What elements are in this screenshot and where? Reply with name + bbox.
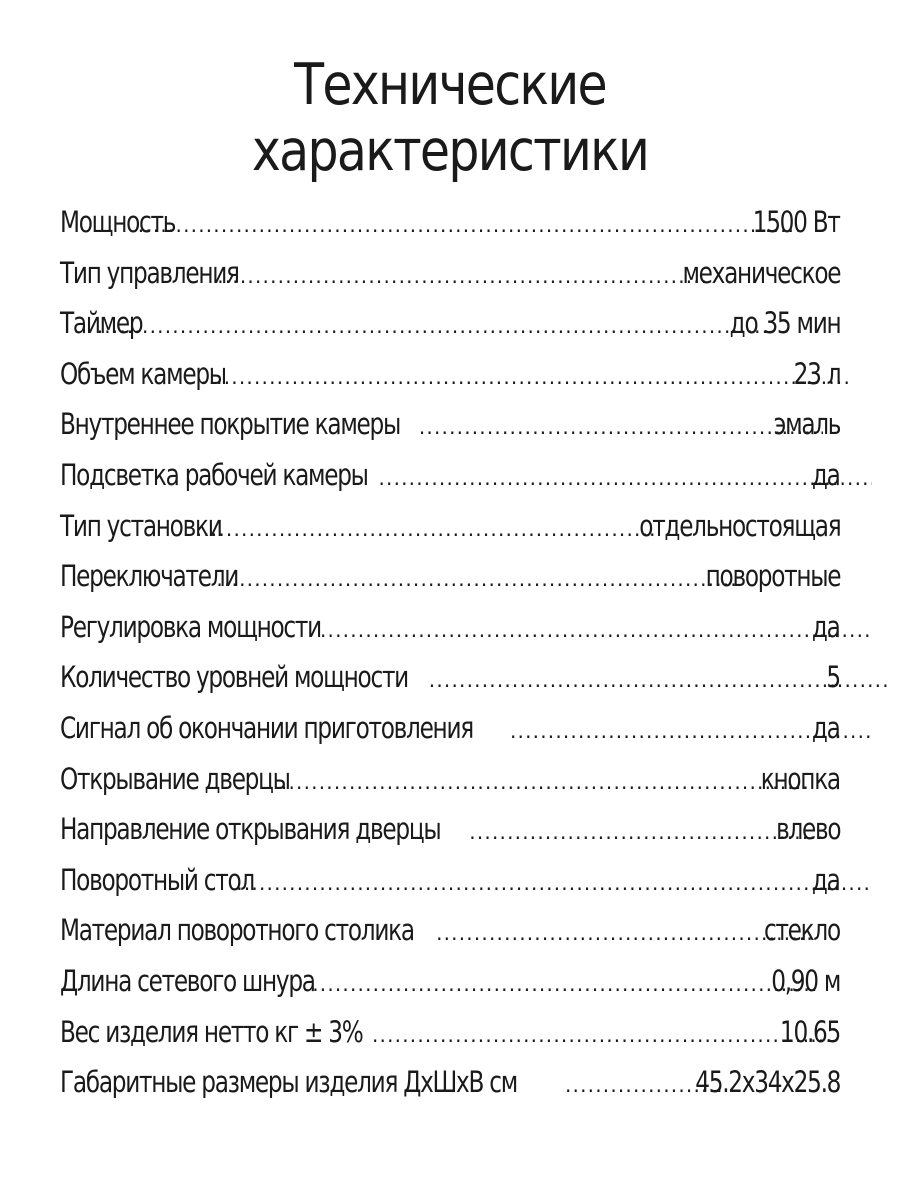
spec-label: Мощность: [60, 205, 176, 239]
spec-value: 5: [826, 660, 840, 695]
dot-leader: [201, 365, 848, 389]
page-title: [63, 52, 837, 184]
spec-value: да: [812, 457, 840, 492]
spec-row-dimensions: [60, 1065, 840, 1116]
spec-label: Габаритные размеры изделия ДхШхВ см: [60, 1065, 517, 1100]
spec-label: Переключатели: [60, 559, 239, 594]
spec-label: Поворотный стол: [60, 862, 254, 897]
spec-row-turntable: [60, 863, 840, 914]
spec-label: Тип установки: [60, 508, 222, 543]
spec-row-capacity: [60, 357, 840, 408]
dot-leader: [138, 213, 798, 237]
title-line-1: Технические: [294, 52, 606, 118]
spec-row-installation-type: [60, 509, 840, 560]
spec-label: Регулировка мощности: [60, 609, 321, 644]
spec-row-door-direction: [60, 812, 840, 863]
spec-list: [60, 205, 840, 1116]
dot-leader: [281, 770, 807, 794]
spec-label: Внутреннее покрытие камеры: [60, 407, 401, 442]
spec-value: отдельностоящая: [638, 508, 840, 543]
spec-value: 10.65: [779, 1014, 840, 1049]
spec-value: кнопка: [760, 761, 840, 796]
spec-value: 1500 Вт: [753, 205, 840, 239]
spec-label: Объем камеры: [60, 356, 226, 391]
dot-leader: [429, 668, 890, 692]
spec-label: Длина сетевого шнура: [60, 963, 315, 998]
dot-leader: [236, 871, 871, 895]
spec-row-power-levels: [60, 660, 840, 711]
dot-leader: [320, 618, 872, 642]
dot-leader: [216, 567, 738, 591]
dot-leader: [312, 972, 820, 996]
spec-row-interior-light: [60, 458, 840, 509]
spec-row-control-type: [60, 256, 840, 307]
dot-leader: [97, 314, 768, 338]
spec-value: до 35 мин: [729, 306, 840, 341]
dot-leader: [378, 466, 871, 490]
spec-value: механическое: [682, 255, 840, 290]
spec-value: да: [812, 609, 840, 644]
spec-row-cord-length: [60, 964, 840, 1015]
dot-leader: [469, 820, 826, 844]
spec-value: поворотные: [705, 559, 840, 594]
spec-label: Сигнал об окончании приготовления: [60, 710, 473, 745]
spec-row-end-signal: [60, 711, 840, 762]
spec-row-timer: [60, 306, 840, 357]
dot-leader: [419, 415, 823, 439]
spec-value: 23 л: [793, 356, 840, 391]
title-line-2: характеристики: [251, 118, 649, 184]
spec-label: Вес изделия нетто кг ± 3%: [60, 1014, 363, 1049]
spec-value: 0,90 м: [771, 963, 840, 998]
spec-row-switches: [60, 559, 840, 610]
spec-value: да: [812, 710, 840, 745]
spec-value: да: [812, 862, 840, 897]
spec-row-power-adjustment: [60, 610, 840, 661]
dot-leader: [217, 264, 709, 288]
spec-label: Открывание дверцы: [60, 761, 290, 796]
spec-row-door-opening: [60, 762, 840, 813]
spec-label: Таймер: [60, 306, 143, 341]
spec-label: Тип управления: [60, 255, 239, 290]
spec-label: Материал поворотного столика: [60, 913, 414, 948]
spec-label: Подсветка рабочей камеры: [60, 457, 368, 492]
spec-value: влево: [775, 812, 840, 847]
dot-leader: [372, 1023, 831, 1047]
dot-leader: [436, 921, 811, 945]
spec-row-turntable-material: [60, 913, 840, 964]
spec-row-net-weight: [60, 1015, 840, 1066]
spec-row-power: [60, 205, 840, 256]
spec-value: стекло: [764, 913, 840, 948]
spec-row-interior-coating: [60, 407, 840, 458]
spec-value: 45.2x34x25.8: [695, 1065, 840, 1100]
dot-leader: [196, 517, 655, 541]
spec-label: Направление открывания дверцы: [60, 812, 441, 847]
spec-value: эмаль: [773, 407, 840, 442]
spec-label: Количество уровней мощности: [60, 660, 408, 695]
